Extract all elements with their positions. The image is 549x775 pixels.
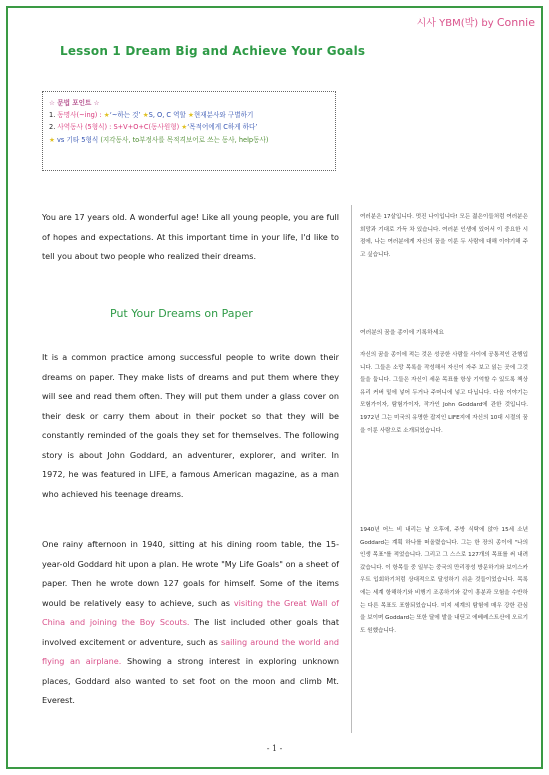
english-paragraph-1: You are 17 years old. A wonderful age! Like all young people, you are full of hopes and expectations. At this important time in your life, I'd like to tell you about two people who realized their dreams. bbox=[42, 212, 339, 261]
grammar-causative-meaning: ‘목적어에게 C하게 하다’ bbox=[187, 123, 258, 132]
grammar-heading: ☆ 문법 포인트 ☆ bbox=[49, 99, 100, 107]
header-publisher: 시사 YBM(박) by bbox=[416, 18, 497, 29]
english-p3-part-b: The list included other goals that involved excitement or adventure, such as bbox=[42, 617, 339, 647]
section-title: Put Your Dreams on Paper bbox=[110, 307, 253, 320]
korean-paragraph-2: 자신의 꿈을 종이에 적는 것은 성공한 사람들 사이에 공통적인 관행입니다. 그들은 소망 목록을 작성해서 자신이 자주 보고 읽는 곳에 그것들을 둡니다. 그들은 자신이 세운 목표를 항상 기억할 수 있도록 책상 유리 커버 밑에 넣어 두거나 주머니에 넣고 다닙니다. 다음 이야기는 모험가이자, 탐험가이자, 작가인 John Goddard에 관한 것입니다. 1972년 그는 미국의 유명한 잡지인 LIFE지에 자신의 10대 시절의 꿈을 이룬 사람으로 소개되었습니다. bbox=[360, 352, 528, 434]
star-icon: ★ bbox=[103, 111, 110, 120]
korean-paragraph-1: 여러분은 17살입니다. 멋진 나이입니다! 모든 젊은이들처럼 여러분은 희망과 기대로 가득 차 있습니다. 여러분 인생에 있어서 이 중요한 시점에, 나는 여러분에게 자신의 꿈을 이룬 두 사람에 대해 이야기해 주고 싶습니다. bbox=[360, 214, 528, 258]
grammar-point-box bbox=[42, 91, 336, 171]
grammar-line-1-num: 1. bbox=[49, 111, 56, 120]
english-p3-part-c: Showing a strong interest in exploring unknown places, Goddard also wanted to set foot on the moon and climb Mt. Everest. bbox=[42, 656, 339, 705]
english-p3-part-a: One rainy afternoon in 1940, sitting at his dining room table, the 15-year-old Goddard hit upon a plan. He wrote "My Life Goals" on a sheet of paper. Then he wrote down 127 goals for himself. Some of the items would be relatively easy to achieve, such as bbox=[42, 539, 339, 608]
column-divider bbox=[351, 205, 352, 733]
korean-section-label: 여러분의 꿈을 종이에 기록하세요 bbox=[360, 330, 444, 336]
star-icon: ★ bbox=[142, 111, 149, 120]
page-header bbox=[417, 14, 535, 29]
korean-paragraph-3: 1940년 어느 비 내리는 날 오후에, 주방 식탁에 앉아 15세 소년 Goddard는 계획 하나를 떠올렸습니다. 그는 한 장의 종이에 "나의 인생 목표"를 적었습니다. 그리고 그 스스로 127개의 목표를 써 내려갔습니다. 이 항목들 중 일부는 중국의 만리장성 방문하기와 보이스카우트 입회하기처럼 상대적으로 달성하기 쉬운 것들이었습니다. 목록에는 세계 항해하기와 비행기 조종하기와 같이 흥분과 모험을 수반하는 다른 목표도 포함되었습니다. 미지 세계의 탐험에 매우 강한 관심을 보이며 Goddard는 또한 달에 발을 내딛고 에베레스트산에 오르기도 원했습니다. bbox=[360, 527, 528, 634]
star-icon: ★ bbox=[187, 111, 194, 120]
grammar-line-2-num: 2. bbox=[49, 123, 56, 132]
grammar-causative: 사역동사 (5형식) : S+V+O+C(동사원형) bbox=[57, 123, 182, 132]
grammar-line-3 bbox=[49, 134, 329, 146]
header-author: Connie bbox=[496, 16, 535, 29]
english-p3-highlight-2: sailing around the world and flying an airplane. bbox=[42, 636, 339, 666]
english-paragraph-2: It is a common practice among successful people to write down their dreams on paper. They make lists of dreams and put them where they will see and read them often. They will put them under a glass cover on their desk or carry them about in their pocket so that they will be constantly reminded of the goals they set for themselves. The following story is about John Goddard, an adventurer, explorer, and writer. In 1972, he was featured in LIFE, a famous American magazine, as a man who achieved his teenage dreams. bbox=[42, 352, 339, 499]
lesson-title: Lesson 1 Dream Big and Achieve Your Goals bbox=[60, 44, 366, 58]
english-p3-highlight-1: visiting the Great Wall of China and joining the Boy Scouts. bbox=[42, 597, 340, 627]
grammar-gerund-meaning: ‘~하는 것’ bbox=[109, 111, 143, 120]
grammar-vs: vs 기타 5형식 bbox=[54, 135, 101, 144]
grammar-line-2 bbox=[49, 121, 329, 133]
grammar-other-verbs: (지각동사, to부정사를 목적격보어로 쓰는 동사, help동사) bbox=[100, 135, 269, 144]
star-icon: ★ bbox=[49, 135, 55, 144]
grammar-gerund: 동명사(~ing) : bbox=[57, 111, 104, 120]
star-icon: ★ bbox=[181, 123, 188, 132]
grammar-gerund-note: 현재분사와 구별하기 bbox=[193, 111, 254, 120]
english-paragraph-3 bbox=[42, 535, 339, 711]
grammar-gerund-role: S, O, C 역할 bbox=[148, 111, 188, 120]
grammar-line-1 bbox=[49, 109, 329, 121]
page-number: - 1 - bbox=[266, 744, 283, 753]
